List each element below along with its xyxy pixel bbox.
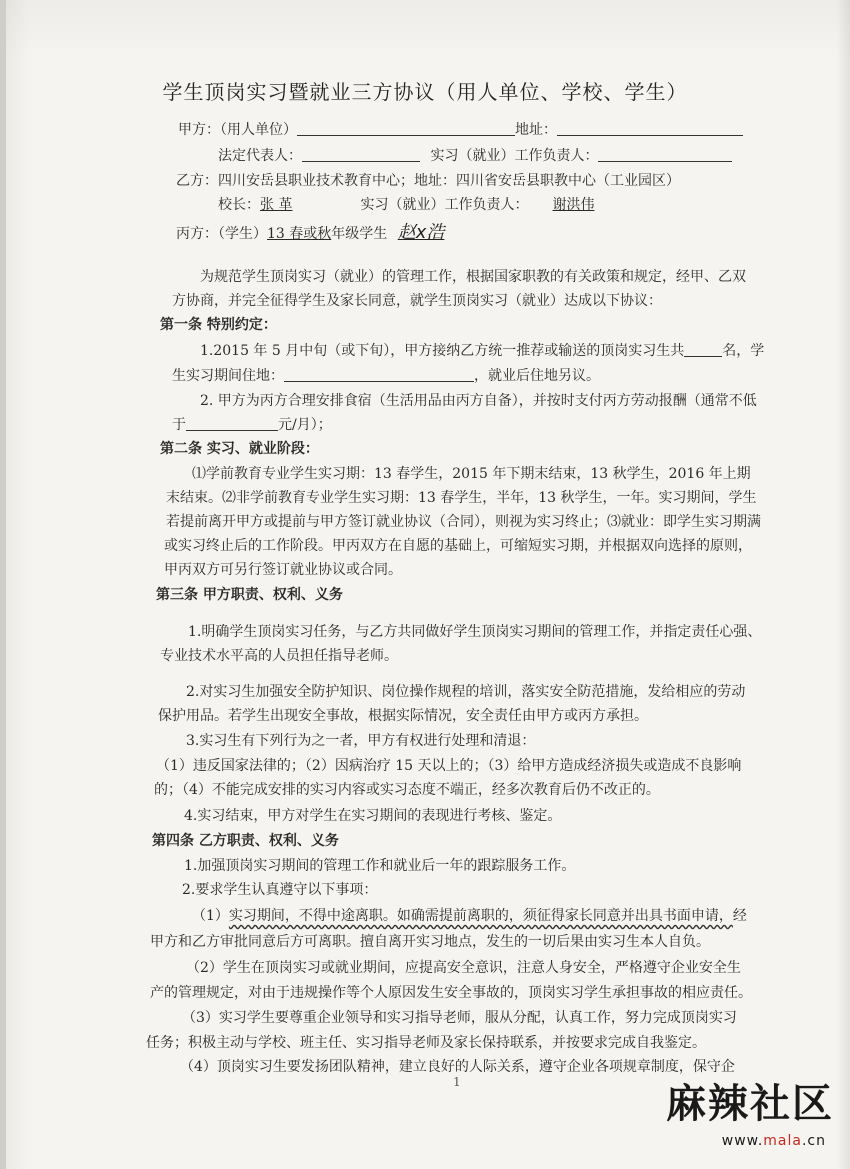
page-fold-shadow	[836, 0, 850, 1169]
article-3-line-1: 1.明确学生顶岗实习任务，与乙方共同做好学生顶岗实习期间的管理工作，并指定责任心强、	[188, 624, 762, 640]
party-b-name: 四川安岳县职业技术教育中心；	[218, 173, 414, 189]
intern-manager-label: 实习（就业）工作负责人：	[430, 148, 599, 164]
article-4-line-8: 任务；积极主动与学校、班主任、实习指导老师及家长保持联系，并按要求完成自我鉴定。	[146, 1035, 706, 1051]
article-2-line-3: 若提前离开甲方或提前与甲方签订就业协议（合同），则视为实习终止；⑶就业：即学生实习期满	[166, 514, 761, 530]
party-c-line	[176, 218, 494, 244]
party-c-grade-suffix: 年级学生	[331, 226, 388, 242]
article-4-line-5: （2）学生在顶岗实习或就业期间，应提高安全意识，注意人身安全，严格遵守企业安全生	[186, 960, 741, 976]
party-b-address: 四川省安岳县职教中心（工业园区）	[456, 173, 680, 189]
intern-count-blank	[684, 340, 722, 357]
article-4-l3c: 经	[732, 908, 747, 924]
article-3-line-7: 的；（4）不能完成安排的实习内容或实习态度不端正，经多次教育后仍不改正的。	[154, 782, 660, 798]
document-title: 学生顶岗实习暨就业三方协议（用人单位、学校、学生）	[162, 80, 688, 104]
article-4-line-3	[192, 904, 747, 929]
article-1-p1-line-1	[200, 339, 764, 364]
intern-manager-blank	[598, 145, 732, 162]
article-1-p2-line-2	[172, 413, 332, 438]
article-1-title: 第一条 特别约定：	[160, 317, 277, 333]
site-watermark	[654, 1081, 844, 1161]
article-2-line-2: 末结束。⑵非学前教育专业学生实习期：13 春学生，半年，13 秋学生，一年。实习期间，学生	[166, 490, 757, 506]
article-2-line-4: 或实习终止后的工作阶段。甲丙双方在自愿的基础上，可缩短实习期，并根据双向选择的原则，	[164, 538, 752, 554]
scan-edge	[0, 0, 6, 1169]
article-3-line-8: 4.实习结束，甲方对学生在实习期间的表现进行考核、鉴定。	[184, 808, 562, 824]
watermark-url-suffix: .cn	[801, 1133, 826, 1149]
party-a-label: 甲方：（用人单位）	[178, 122, 297, 138]
article-3-title: 第三条 甲方职责、权利、义务	[156, 587, 343, 603]
article-1-p2c: 元/月）；	[278, 417, 332, 433]
article-1-p1b: 名，学	[722, 343, 765, 359]
principal-label: 校长：	[218, 197, 260, 213]
article-3-line-3: 2.对实习生加强安全防护知识、岗位操作规程的培训，落实安全防范措施，发给相应的劳动	[186, 684, 746, 700]
article-4-l3a: （1）	[192, 908, 229, 924]
legal-rep-line	[218, 145, 732, 165]
party-b-manager-name: 谢洪伟	[552, 197, 595, 213]
article-4-l3b-underlined: 实习期间，不得中途离职。如确需提前离职的，须征得家长同意并出具书面申请，	[228, 908, 733, 924]
party-a-line	[178, 119, 743, 139]
article-1-p1d: ，就业后住地另议。	[474, 368, 600, 384]
page-number: 1	[453, 1075, 461, 1089]
legal-rep-label: 法定代表人：	[218, 148, 302, 164]
article-2-title: 第二条 实习、就业阶段：	[160, 441, 319, 457]
watermark-logo-text: 麻辣社区	[666, 1081, 834, 1127]
party-b-manager-label: 实习（就业）工作负责人：	[360, 197, 529, 213]
party-b-line	[176, 170, 680, 190]
party-c-label: 丙方：（学生）	[176, 226, 267, 242]
article-2-line-5: 甲丙双方可另行签订就业协议或合同。	[164, 562, 402, 578]
party-c-name-handwritten: 赵x浩	[397, 222, 445, 243]
article-1-p1c: 生实习期间住地：	[172, 368, 284, 384]
article-4-line-7: （3）实习学生要尊重企业领导和实习指导老师，服从分配，认真工作，努力完成顶岗实习	[182, 1010, 737, 1026]
principal-name: 张 革	[260, 197, 293, 213]
party-a-blank	[297, 119, 515, 136]
salary-blank	[186, 414, 278, 431]
article-4-line-6: 产的管理规定，对由于违规操作等个人原因发生安全事故的，顶岗实习学生承担事故的相应责任。	[150, 985, 752, 1001]
legal-rep-blank	[302, 145, 420, 162]
party-b-address-label: 地址：	[414, 173, 456, 189]
intro-line-2: 方协商，并完全征得学生及家长同意，就学生顶岗实习（就业）达成以下协议：	[172, 293, 662, 309]
article-4-line-4: 甲方和乙方审批同意后方可离职。擅自离开实习地点，发生的一切后果由实习生本人自负。	[150, 934, 710, 950]
watermark-url-brand: mala	[763, 1133, 802, 1149]
article-2-line-1: ⑴学前教育专业学生实习期：13 春学生，2015 年下期末结束，13 秋学生，2016 年上期	[192, 466, 751, 482]
article-1-p2b: 于	[172, 417, 186, 433]
article-1-p1-line-2	[172, 364, 600, 389]
article-1-p1a: 1.2015 年 5 月中旬（或下旬），甲方接纳乙方统一推荐或输送的顶岗实习生共	[200, 343, 685, 359]
article-3-line-2: 专业技术水平高的人员担任指导老师。	[160, 648, 398, 664]
watermark-url	[722, 1133, 826, 1149]
article-3-line-4: 保护用品。若学生出现安全事故，根据实际情况，安全责任由甲方或丙方承担。	[158, 708, 648, 724]
article-3-line-5: 3.实习生有下列行为之一者，甲方有权进行处理和清退：	[186, 733, 536, 749]
article-4-title: 第四条 乙方职责、权利、义务	[152, 833, 339, 849]
article-4-line-2: 2.要求学生认真遵守以下事项：	[182, 882, 378, 898]
address-label: 地址：	[515, 122, 557, 138]
intro-line-1: 为规范学生顶岗实习（就业）的管理工作，根据国家职教的有关政策和规定，经甲、乙双	[200, 269, 746, 285]
article-4-line-9: （4）顶岗实习生要发扬团队精神，建立良好的人际关系，遵守企业各项规章制度，保守企	[180, 1059, 735, 1075]
article-3-line-6: （1）违反国家法律的；（2）因病治疗 15 天以上的；（3）给甲方造成经济损失或造成不良影响	[156, 758, 742, 774]
watermark-url-prefix: www.	[721, 1133, 764, 1149]
article-1-p2-line-1: 2. 甲方为丙方合理安排食宿（生活用品由丙方自备），并按时支付丙方劳动报酬（通常不低	[200, 393, 757, 409]
address-blank	[557, 119, 743, 136]
party-c-grade: 13 春或秋	[267, 226, 332, 242]
article-4-line-1: 1.加强顶岗实习期间的管理工作和就业后一年的跟踪服务工作。	[184, 858, 576, 874]
residence-blank	[284, 365, 474, 382]
party-b-label: 乙方：	[176, 173, 218, 189]
principal-line	[218, 194, 618, 214]
